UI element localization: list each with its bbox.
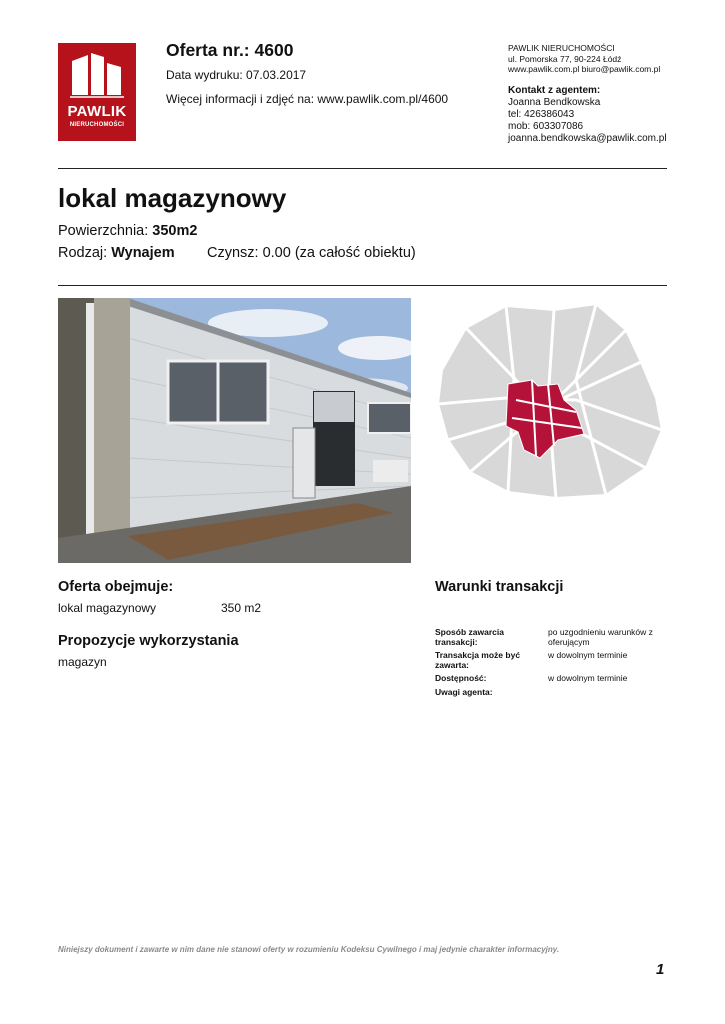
header-divider [58,168,667,169]
condition-label: Uwagi agenta: [435,687,493,697]
area-label: Powierzchnia: [58,223,153,239]
included-item-name: lokal magazynowy [58,601,157,615]
logo-subtitle: NIERUCHOMOŚCI [69,122,125,128]
property-photo[interactable] [58,298,411,563]
offer-includes-heading: Oferta obejmuje: [58,579,174,595]
print-date: Data wydruku: 07.03.2017 [166,68,307,82]
location-map[interactable] [436,300,664,500]
more-info-link[interactable]: Więcej informacji i zdjęć na: www.pawlik.com.pl/4600 [166,92,449,106]
usage-value: magazyn [58,655,107,669]
company-info [508,43,660,75]
logo-wordmark: PAWLIK [67,103,127,120]
company-address: ul. Pomorska 77, 90-224 Łódź [508,53,622,64]
company-name: PAWLIK NIERUCHOMOŚCI [508,43,615,53]
area-line [58,223,197,239]
agent-name: Joanna Bendkowska [508,97,601,108]
type-line [58,245,175,261]
condition-value: w dowolnym terminie [548,650,628,660]
property-title: lokal magazynowy [58,183,287,213]
transaction-heading: Warunki transakcji [435,579,564,595]
type-label: Rodzaj: [58,245,112,261]
area-value: 350m2 [152,223,198,239]
condition-value: po uzgodnieniu warunków z oferującym [548,627,653,647]
agent-phone[interactable]: tel: 426386043 [508,109,575,120]
agent-contact [508,85,667,145]
condition-label: Transakcja może być zawarta: [435,650,521,670]
company-logo [58,43,136,141]
condition-label: Sposób zawarcia transakcji: [435,627,504,647]
disclaimer: Niniejszy dokument i zawarte w nim dane nie stanowi oferty w rozumieniu Kodeksu Cywilnego i maj jedynie charakter informacyjny. [58,945,560,954]
condition-label: Dostępność: [435,673,487,683]
company-web-email[interactable]: www.pawlik.com.pl biuro@pawlik.com.pl [508,64,661,74]
agent-email[interactable]: joanna.bendkowska@pawlik.com.pl [508,133,667,144]
summary-divider [58,285,667,286]
rent-line: Czynsz: 0.00 (za całość obiektu) [207,245,416,261]
usage-heading: Propozycje wykorzystania [58,633,239,649]
included-item-area: 350 m2 [221,601,262,615]
condition-value: w dowolnym terminie [548,673,628,683]
agent-mobile[interactable]: mob: 603307086 [508,121,584,132]
type-value: Wynajem [111,245,175,261]
agent-contact-label: Kontakt z agentem: [508,85,601,96]
page-number: 1 [656,961,665,978]
offer-number: Oferta nr.: 4600 [166,40,294,60]
